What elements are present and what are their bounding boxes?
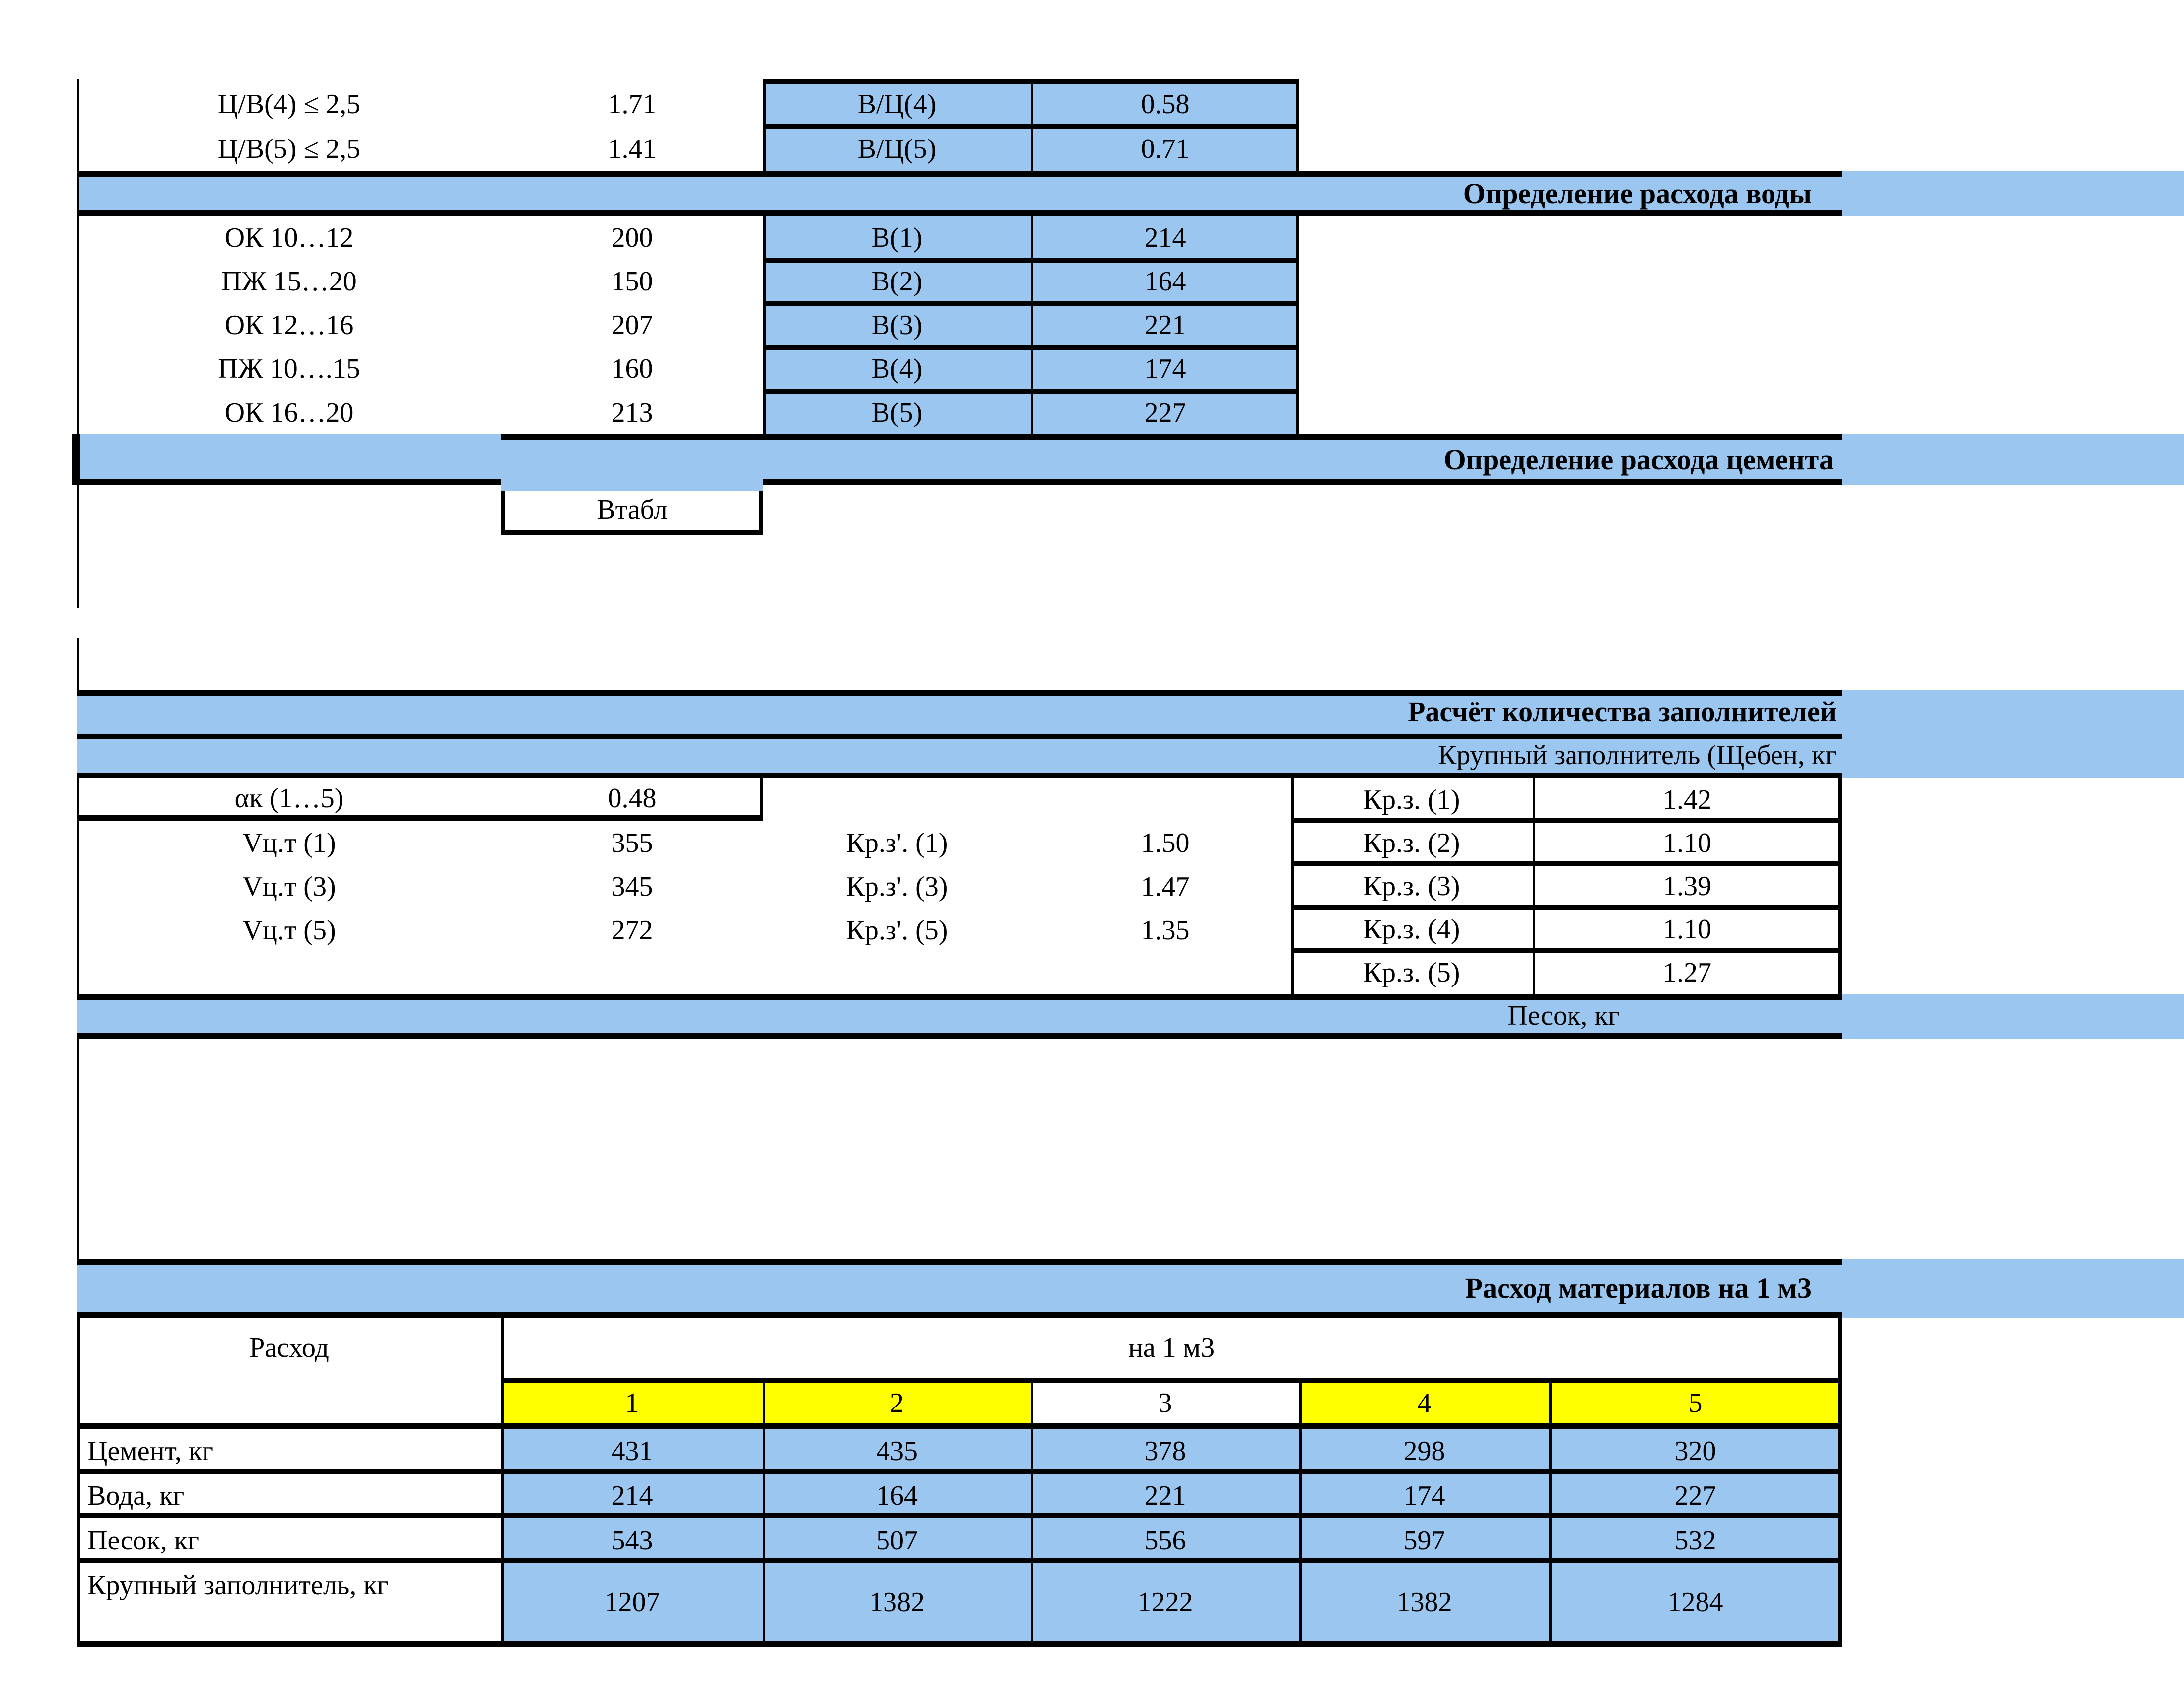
b-value-cell[interactable]: 164	[1144, 266, 1186, 297]
v-row-label[interactable]: Vц.т (3)	[242, 871, 336, 902]
left-rule	[77, 1039, 79, 1259]
water-section-title: Определение расхода воды	[1463, 177, 1812, 210]
left-rule	[77, 638, 79, 690]
b-key-cell[interactable]: В(3)	[871, 310, 923, 341]
b-value-cell[interactable]: 174	[1144, 353, 1186, 384]
v-row-value[interactable]: 345	[611, 871, 653, 902]
border-line	[77, 1641, 1842, 1647]
v-row-label[interactable]: Vц.т (1)	[242, 828, 336, 858]
vc-value-cell[interactable]: 0.71	[1141, 134, 1190, 164]
material-value-cell[interactable]: 1222	[1137, 1587, 1193, 1618]
material-value-cell[interactable]: 221	[1144, 1480, 1186, 1511]
col-number-cell[interactable]: 1	[625, 1387, 639, 1418]
vtabl-cell[interactable]: Втабл	[597, 494, 668, 525]
krz-label-cell[interactable]: Кр.з. (1)	[1363, 784, 1460, 815]
material-value-cell[interactable]: 214	[611, 1480, 653, 1511]
water-row-label[interactable]: ПЖ 10….15	[218, 353, 360, 384]
na1m3-header-cell[interactable]: на 1 м3	[1128, 1333, 1215, 1363]
material-value-cell[interactable]: 435	[876, 1436, 918, 1467]
aggregates-section-title: Расчёт количества заполнителей	[1407, 696, 1837, 728]
col-number-cell[interactable]: 4	[1417, 1387, 1432, 1418]
material-value-cell[interactable]: 532	[1674, 1525, 1716, 1556]
water-row-label[interactable]: ОК 16…20	[224, 397, 354, 428]
water-row-label[interactable]: ОК 12…16	[224, 310, 354, 341]
material-value-cell[interactable]: 174	[1403, 1480, 1445, 1511]
b-key-cell[interactable]: В(1)	[871, 222, 923, 253]
b-value-cell[interactable]: 227	[1144, 397, 1186, 428]
alpha-value-cell[interactable]: 0.48	[608, 783, 657, 814]
water-row-value[interactable]: 213	[611, 397, 653, 428]
material-value-cell[interactable]: 1284	[1667, 1587, 1723, 1618]
b-value-cell[interactable]: 221	[1144, 310, 1186, 341]
cv-row-label[interactable]: Ц/В(4) ≤ 2,5	[217, 89, 361, 120]
material-value-cell[interactable]: 543	[611, 1525, 653, 1556]
material-value-cell[interactable]: 1382	[1396, 1587, 1452, 1618]
material-value-cell[interactable]: 164	[876, 1480, 918, 1511]
material-value-cell[interactable]: 507	[876, 1525, 918, 1556]
krz-value-cell[interactable]: 1.39	[1663, 870, 1711, 902]
materials-section-title: Расход материалов на 1 м3	[1465, 1272, 1812, 1304]
material-value-cell[interactable]: 597	[1403, 1525, 1445, 1556]
material-value-cell[interactable]: 556	[1144, 1525, 1186, 1556]
material-value-cell[interactable]: 320	[1674, 1436, 1716, 1467]
alpha-label-cell[interactable]: αк (1…5)	[234, 783, 344, 814]
material-value-cell[interactable]: 298	[1403, 1436, 1445, 1467]
v-row-value[interactable]: 355	[611, 828, 653, 858]
material-row-label[interactable]: Цемент, кг	[87, 1436, 213, 1467]
material-value-cell[interactable]: 1382	[869, 1587, 925, 1618]
krz-prime-value[interactable]: 1.35	[1141, 915, 1190, 946]
krz-prime-value[interactable]: 1.47	[1141, 871, 1190, 902]
water-row-value[interactable]: 200	[611, 222, 653, 253]
krz-value-cell[interactable]: 1.10	[1663, 827, 1711, 858]
water-row-label[interactable]: ПЖ 15…20	[221, 266, 357, 297]
water-row-value[interactable]: 207	[611, 310, 653, 341]
col-number-cell[interactable]: 2	[890, 1387, 904, 1418]
cv-row-value[interactable]: 1.41	[608, 134, 657, 164]
border-line	[77, 1423, 1842, 1429]
coarse-aggregate-subtitle: Крупный заполнитель (Щебен, кг	[1437, 740, 1837, 771]
krz-label-cell[interactable]: Кр.з. (2)	[1363, 827, 1460, 858]
b-key-cell[interactable]: В(2)	[871, 266, 923, 297]
sand-band	[77, 994, 2184, 1039]
krz-value-cell[interactable]: 1.42	[1663, 784, 1711, 815]
b-value-cell[interactable]: 214	[1144, 222, 1186, 253]
b-key-cell[interactable]: В(5)	[871, 397, 923, 428]
material-row-label[interactable]: Песок, кг	[87, 1525, 199, 1556]
sand-section-title: Песок, кг	[1507, 1000, 1620, 1031]
col-number-cell[interactable]: 3	[1158, 1387, 1172, 1418]
krz-value-cell[interactable]: 1.27	[1663, 957, 1711, 988]
border-line	[501, 530, 763, 535]
material-value-cell[interactable]: 1207	[604, 1587, 660, 1618]
krz-label-cell[interactable]: Кр.з. (5)	[1363, 957, 1460, 988]
cement-section-title: Определение расхода цемента	[1443, 443, 1834, 476]
material-value-cell[interactable]: 227	[1674, 1480, 1716, 1511]
krz-label-cell[interactable]: Кр.з. (4)	[1363, 914, 1460, 945]
water-row-value[interactable]: 160	[611, 353, 653, 384]
material-row-label[interactable]: Вода, кг	[87, 1480, 185, 1511]
cv-row-label[interactable]: Ц/В(5) ≤ 2,5	[217, 134, 361, 164]
krz-prime-label[interactable]: Кр.з'. (1)	[846, 828, 948, 858]
vc-key-cell[interactable]: В/Ц(5)	[857, 134, 937, 164]
col-number-cell[interactable]: 5	[1688, 1387, 1703, 1418]
material-value-cell[interactable]: 431	[611, 1436, 653, 1467]
rashod-header-cell[interactable]: Расход	[249, 1333, 329, 1363]
material-value-cell[interactable]: 378	[1144, 1436, 1186, 1467]
vc-value-cell[interactable]: 0.58	[1141, 89, 1190, 120]
krz-prime-value[interactable]: 1.50	[1141, 828, 1190, 858]
cv-row-value[interactable]: 1.71	[608, 89, 657, 120]
krz-prime-label[interactable]: Кр.з'. (5)	[846, 915, 948, 946]
krz-label-cell[interactable]: Кр.з. (3)	[1363, 870, 1460, 902]
border-line	[501, 1378, 1842, 1383]
v-row-value[interactable]: 272	[611, 915, 653, 946]
water-row-value[interactable]: 150	[611, 266, 653, 297]
krz-prime-label[interactable]: Кр.з'. (3)	[846, 871, 948, 902]
water-row-label[interactable]: ОК 10…12	[224, 222, 354, 253]
vc-key-cell[interactable]: В/Ц(4)	[857, 89, 937, 120]
material-row-label[interactable]: Крупный заполнитель, кг	[87, 1570, 389, 1601]
krz-value-cell[interactable]: 1.10	[1663, 914, 1711, 945]
b-key-cell[interactable]: В(4)	[871, 353, 923, 384]
v-row-label[interactable]: Vц.т (5)	[242, 915, 336, 946]
